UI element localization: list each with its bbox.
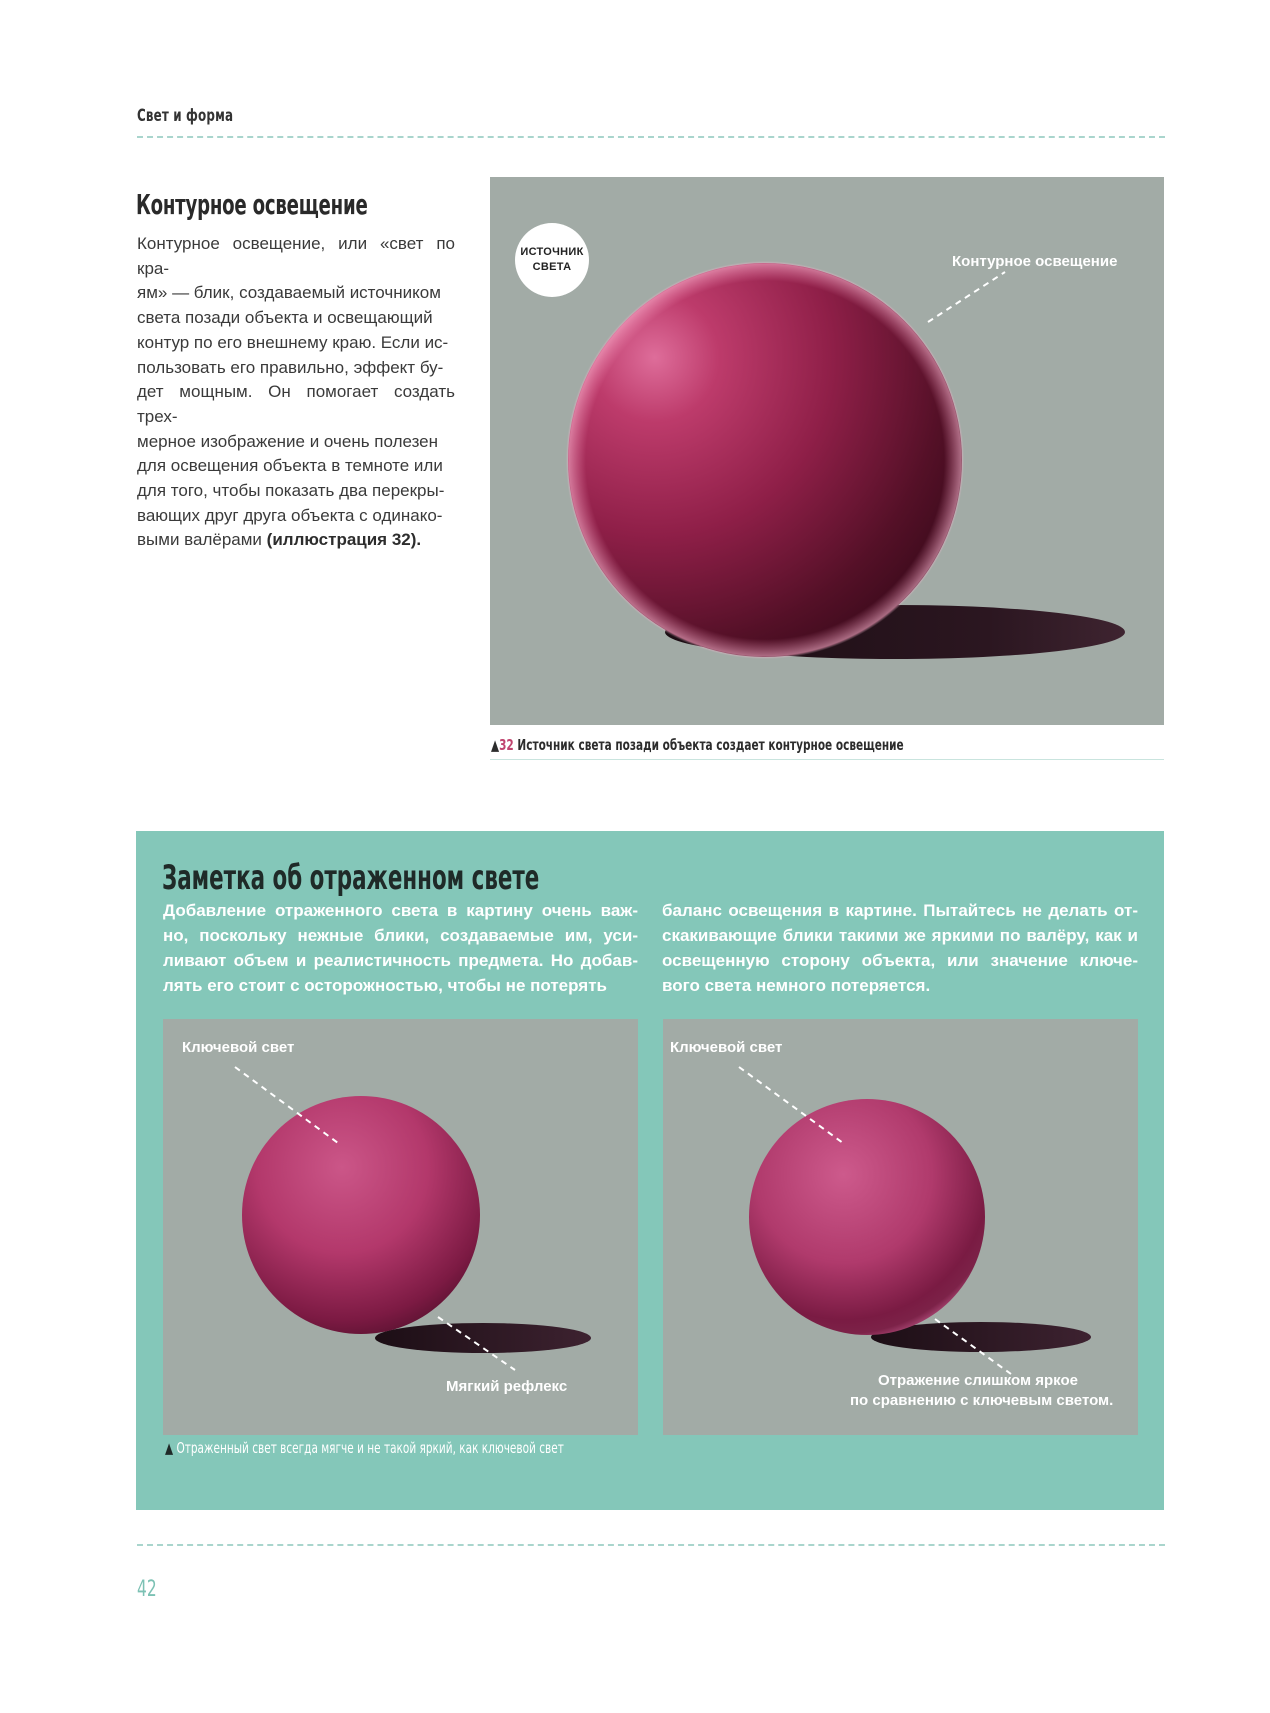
figure-bright-reflex (663, 1019, 1138, 1435)
figure-32-rim-light (490, 177, 1164, 725)
caption-marker: ▲ (165, 1439, 174, 1457)
soft-reflex-label: Мягкий рефлекс (446, 1378, 568, 1395)
key-light-label: Ключевой свет (182, 1039, 295, 1056)
note-caption (165, 1439, 564, 1457)
body-line: для освещения объекта в темноте или (137, 456, 443, 476)
footer-divider (137, 1544, 1165, 1546)
body-line: мерное изображение и очень полезен (137, 431, 439, 451)
body-line: для того, чтобы показать два перекры- (137, 481, 445, 501)
key-light-label: Ключевой свет (670, 1039, 783, 1056)
illustration-reference: (иллюстрация 32). (266, 530, 422, 550)
bright-reflex-label-line: по сравнению с ключевым светом. (850, 1392, 1114, 1409)
note-left-column: Добавление отраженного света в картину очень важ-но, поскольку нежные блики, создаваемые им, уси-ливают объем и реалистичность предмета. Но добав-лять его стоит с осторожностью, чтобы не потерять (163, 901, 638, 995)
caption-text: Источник света позади объекта создает контурное освещение (517, 736, 904, 754)
running-head: Свет и форма (137, 106, 234, 126)
caption-marker: ▲ (491, 736, 500, 754)
body-text-plain: выми валёрами (137, 530, 267, 550)
rim-light-label: Контурное освещение (952, 253, 1118, 270)
body-line: пользовать его правильно, эффект бу- (137, 357, 444, 377)
light-source-badge (515, 223, 589, 297)
figure-32-caption (491, 736, 904, 754)
badge-line: ИСТОЧНИК (520, 246, 584, 258)
soft-reflex-illustration (163, 1019, 638, 1435)
body-line-last (137, 528, 455, 553)
body-line: света позади объекта и освещающий (137, 308, 433, 328)
bright-reflex-label-line: Отражение слишком яркое (878, 1372, 1078, 1389)
body-line: Контурное освещение, или «свет по кра- (137, 234, 455, 278)
caption-rule (490, 759, 1164, 760)
body-line: вающих друг друга объекта с одинако- (137, 505, 443, 525)
sphere (242, 1096, 480, 1334)
badge-line: СВЕТА (532, 261, 572, 273)
page-number: 42 (137, 1577, 157, 1602)
rim-highlight (566, 261, 964, 659)
body-line: контур по его внешнему краю. Если ис- (137, 332, 449, 352)
section-title: Контурное освещение (136, 188, 368, 221)
rim-light-pointer (928, 272, 1005, 322)
caption-text: Отраженный свет всегда мягче и не такой яркий, как ключевой свет (176, 1439, 564, 1457)
body-line: дет мощным. Он помогает создать трех- (137, 382, 455, 426)
body-line: ям» — блик, создаваемый источником (137, 283, 441, 303)
figure-soft-reflex (163, 1019, 638, 1435)
header-divider (137, 136, 1165, 138)
sphere-shadow (375, 1323, 591, 1353)
caption-number: 32 (499, 736, 514, 754)
section-body (137, 232, 455, 553)
note-right-column: баланс освещения в картине. Пытайтесь не делать от-скакивающие блики такими же яркими по валёру, как и освещенную сторону объекта, или значение ключе-вого света немного потеряется. (662, 901, 1138, 995)
note-title: Заметка об отраженном свете (162, 858, 540, 898)
sphere (749, 1099, 985, 1335)
